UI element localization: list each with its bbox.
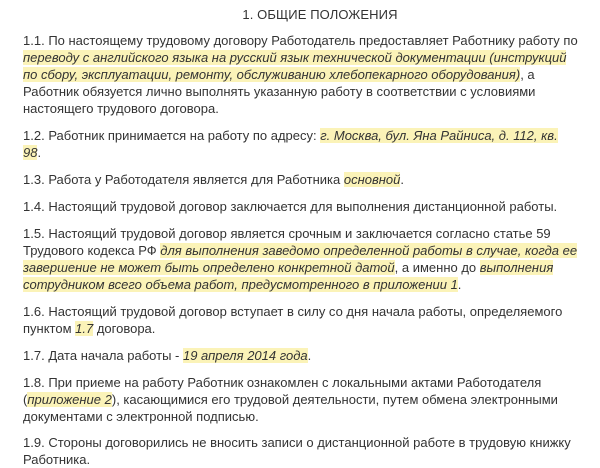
clause-1-3 [22, 171, 578, 188]
clause-1-4 [22, 198, 578, 215]
clause-number: 1.2. [23, 128, 45, 143]
highlighted-text: для выполнения заведомо определенной работы в случае, когда ее завершение не может быть определено конкретной датой [23, 243, 578, 275]
clause-text: Стороны договорились не вносить записи о дистанционной работе в трудовую книжку Работника. [23, 435, 571, 467]
clause-1-6 [22, 303, 578, 337]
clause-text: Дата начала работы - [48, 348, 183, 363]
clause-number: 1.1. [23, 33, 45, 48]
clause-text: . [37, 145, 42, 160]
clause-text: Настоящий трудовой договор является срочным и заключается согласно статье 59 Трудового кодекса РФ [23, 226, 551, 258]
clause-text: , а именно до [394, 260, 480, 275]
clause-text: , а Работник обязуется лично выполнять указанную работу в соответствии с условиями настоящего трудового договора. [23, 67, 536, 116]
highlighted-text: выполнения сотрудником всего объема работ, предусмотренного в приложении 1 [23, 260, 554, 292]
clause-1-2 [22, 127, 578, 161]
section-title: 1. ОБЩИЕ ПОЛОЖЕНИЯ [242, 7, 398, 22]
highlighted-text: переводу с английского языка на русский язык технической документации (инструкций по сбору, эксплуатации, ремонту, обслуживанию хлебопекарного оборудования) [23, 50, 567, 82]
clause-number: 1.9. [23, 435, 45, 450]
clause-text: Настоящий трудовой договор заключается для выполнения дистанционной работы. [48, 199, 558, 214]
clause-text: ), касающимися его трудовой деятельности, путем обмена электронными документами с электронной подписью. [23, 392, 558, 424]
clause-1-1 [22, 32, 578, 117]
clause-reference-link: 1.7 [75, 321, 94, 336]
clause-text: По настоящему трудовому договору Работодатель предоставляет Работнику работу по [48, 33, 578, 48]
clause-1-7 [22, 347, 578, 364]
clause-1-5 [22, 225, 578, 293]
clause-number: 1.5. [23, 226, 45, 241]
clause-text: . [400, 172, 404, 187]
highlighted-text: приложение 2 [27, 392, 112, 407]
clause-number: 1.6. [23, 304, 45, 319]
clause-number: 1.7. [23, 348, 45, 363]
clause-text: договора. [93, 321, 156, 336]
highlighted-text: 19 апреля 2014 года [182, 348, 308, 363]
clause-text: . [307, 348, 312, 363]
highlighted-text: г. Москва, бул. Яна Райниса, д. 112, кв. 98 [23, 128, 558, 160]
clause-number: 1.3. [23, 172, 45, 187]
highlighted-text: основной [343, 172, 401, 187]
clause-text: Настоящий трудовой договор вступает в силу со дня начала работы, определяемого пунктом [23, 304, 563, 336]
clause-text: . [457, 277, 462, 292]
clause-1-9 [22, 434, 578, 468]
clause-text: При приеме на работу Работник ознакомлен с локальными актами Работодателя ( [23, 375, 542, 407]
clause-text: Работа у Работодателя является для Работника [48, 172, 344, 187]
clause-number: 1.4. [23, 199, 45, 214]
clause-text: Работник принимается на работу по адресу: [48, 128, 321, 143]
clause-number: 1.8. [23, 375, 45, 390]
clause-1-8 [22, 374, 578, 425]
